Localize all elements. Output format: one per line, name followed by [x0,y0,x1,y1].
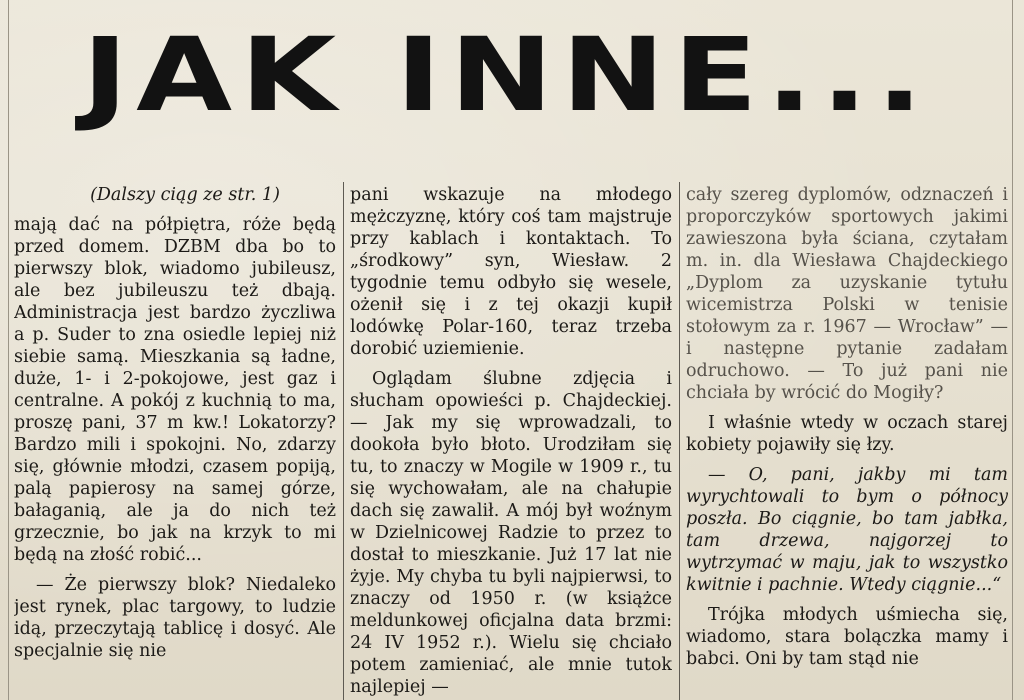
paragraph: Trójka młodych uśmiecha się, wiadomo, stara bolączka mamy i babci. Oni by tam stąd nie [686,605,1008,669]
column-rule-2 [679,182,680,700]
paragraph: I właśnie wtedy w oczach starej kobiety pojawiły się łzy. [686,413,1008,455]
paragraph: — Że pierwszy blok? Niedaleko jest rynek, plac targowy, to ludzie idą, przeczytają tablicę i dosyć. Ale specjalnie się nie [14,575,336,661]
article-column-left [14,184,336,700]
headline: JAK INNE... [82,16,932,135]
paragraph: Oglądam ślubne zdjęcia i słucham opowieści p. Chajdeckiej. — Jak my się wprowadzali, to dookoła było błoto. Urodziłam się tu, to znaczy w Mogile w 1909 r., tu się wychowałam, ale na chałupie dach się zawalił. A mój był woźnym w Dzielnicowej Radzie to przez to dostał to mieszkanie. Już 17 lat nie żyje. My chyba tu byli najpierwsi, to znaczy od 1950 r. (w książce meldunkowej oficjalna data brzmi: 24 IV 1952 r.). Wielu się chciało potem zamieniać, ale mnie tutok najlepiej — [350,369,672,697]
paragraph: pani wskazuje na młodego mężczyznę, który coś tam majstruje przy kablach i kontaktach. To „środkowy” syn, Wiesław. 2 tygodnie temu odbyło się wesele, ożenił się i z tej okazji kupił lodówkę Polar-160, teraz trzeba dorobić uziemienie. [350,185,672,359]
paragraph: cały szereg dyplomów, odznaczeń i proporczyków sportowych jakimi zawieszona była ściana, czytałam m. in. dla Wiesława Chajdeckiego „Dyplom za uzyskanie tytułu wicemistrza Polski w tenisie stołowym za r. 1967 — Wrocław” — i następne pytanie zadałam odruchowo. — To już pani nie chciała by wrócić do Mogiły? [686,185,1008,403]
continued-note: (Dalszy ciąg ze str. 1) [90,185,280,205]
page-edge-left [8,0,9,700]
column-rule-1 [343,182,344,700]
paragraph: — O, pani, jakby mi tam wyrychtowali to bym o północy poszła. Bo ciągnie, bo tam jabłka, tam drzewa, najgorzej to wytrzymać w maju, jak to wszystko kwitnie i pachnie. Wtedy ciągnie...“ [686,465,1008,595]
article-column-middle [350,184,672,700]
page-edge-right [1012,0,1013,700]
paragraph: mają dać na półpiętra, róże będą przed domem. DZBM dba bo to pierwszy blok, wiadomo jubileusz, ale bez jubileuszu też dbają. Administracja jest bardzo życzliwa a p. Suder to zna osiedle lepiej niż siebie samą. Mieszkania są ładne, duże, 1- i 2-pokojowe, jest gaz i centralne. A pokój z kuchnią to ma, proszę pani, 37 m kw.! Lokatorzy? Bardzo mili i spokojni. No, zdarzy się, głównie młodzi, czasem popiją, palą papierosy na samej górze, bałaganią, ale ja do nich też grzecznie, bo jak na krzyk to mi będą na złość robić... [14,215,336,565]
article-column-right [686,184,1008,700]
